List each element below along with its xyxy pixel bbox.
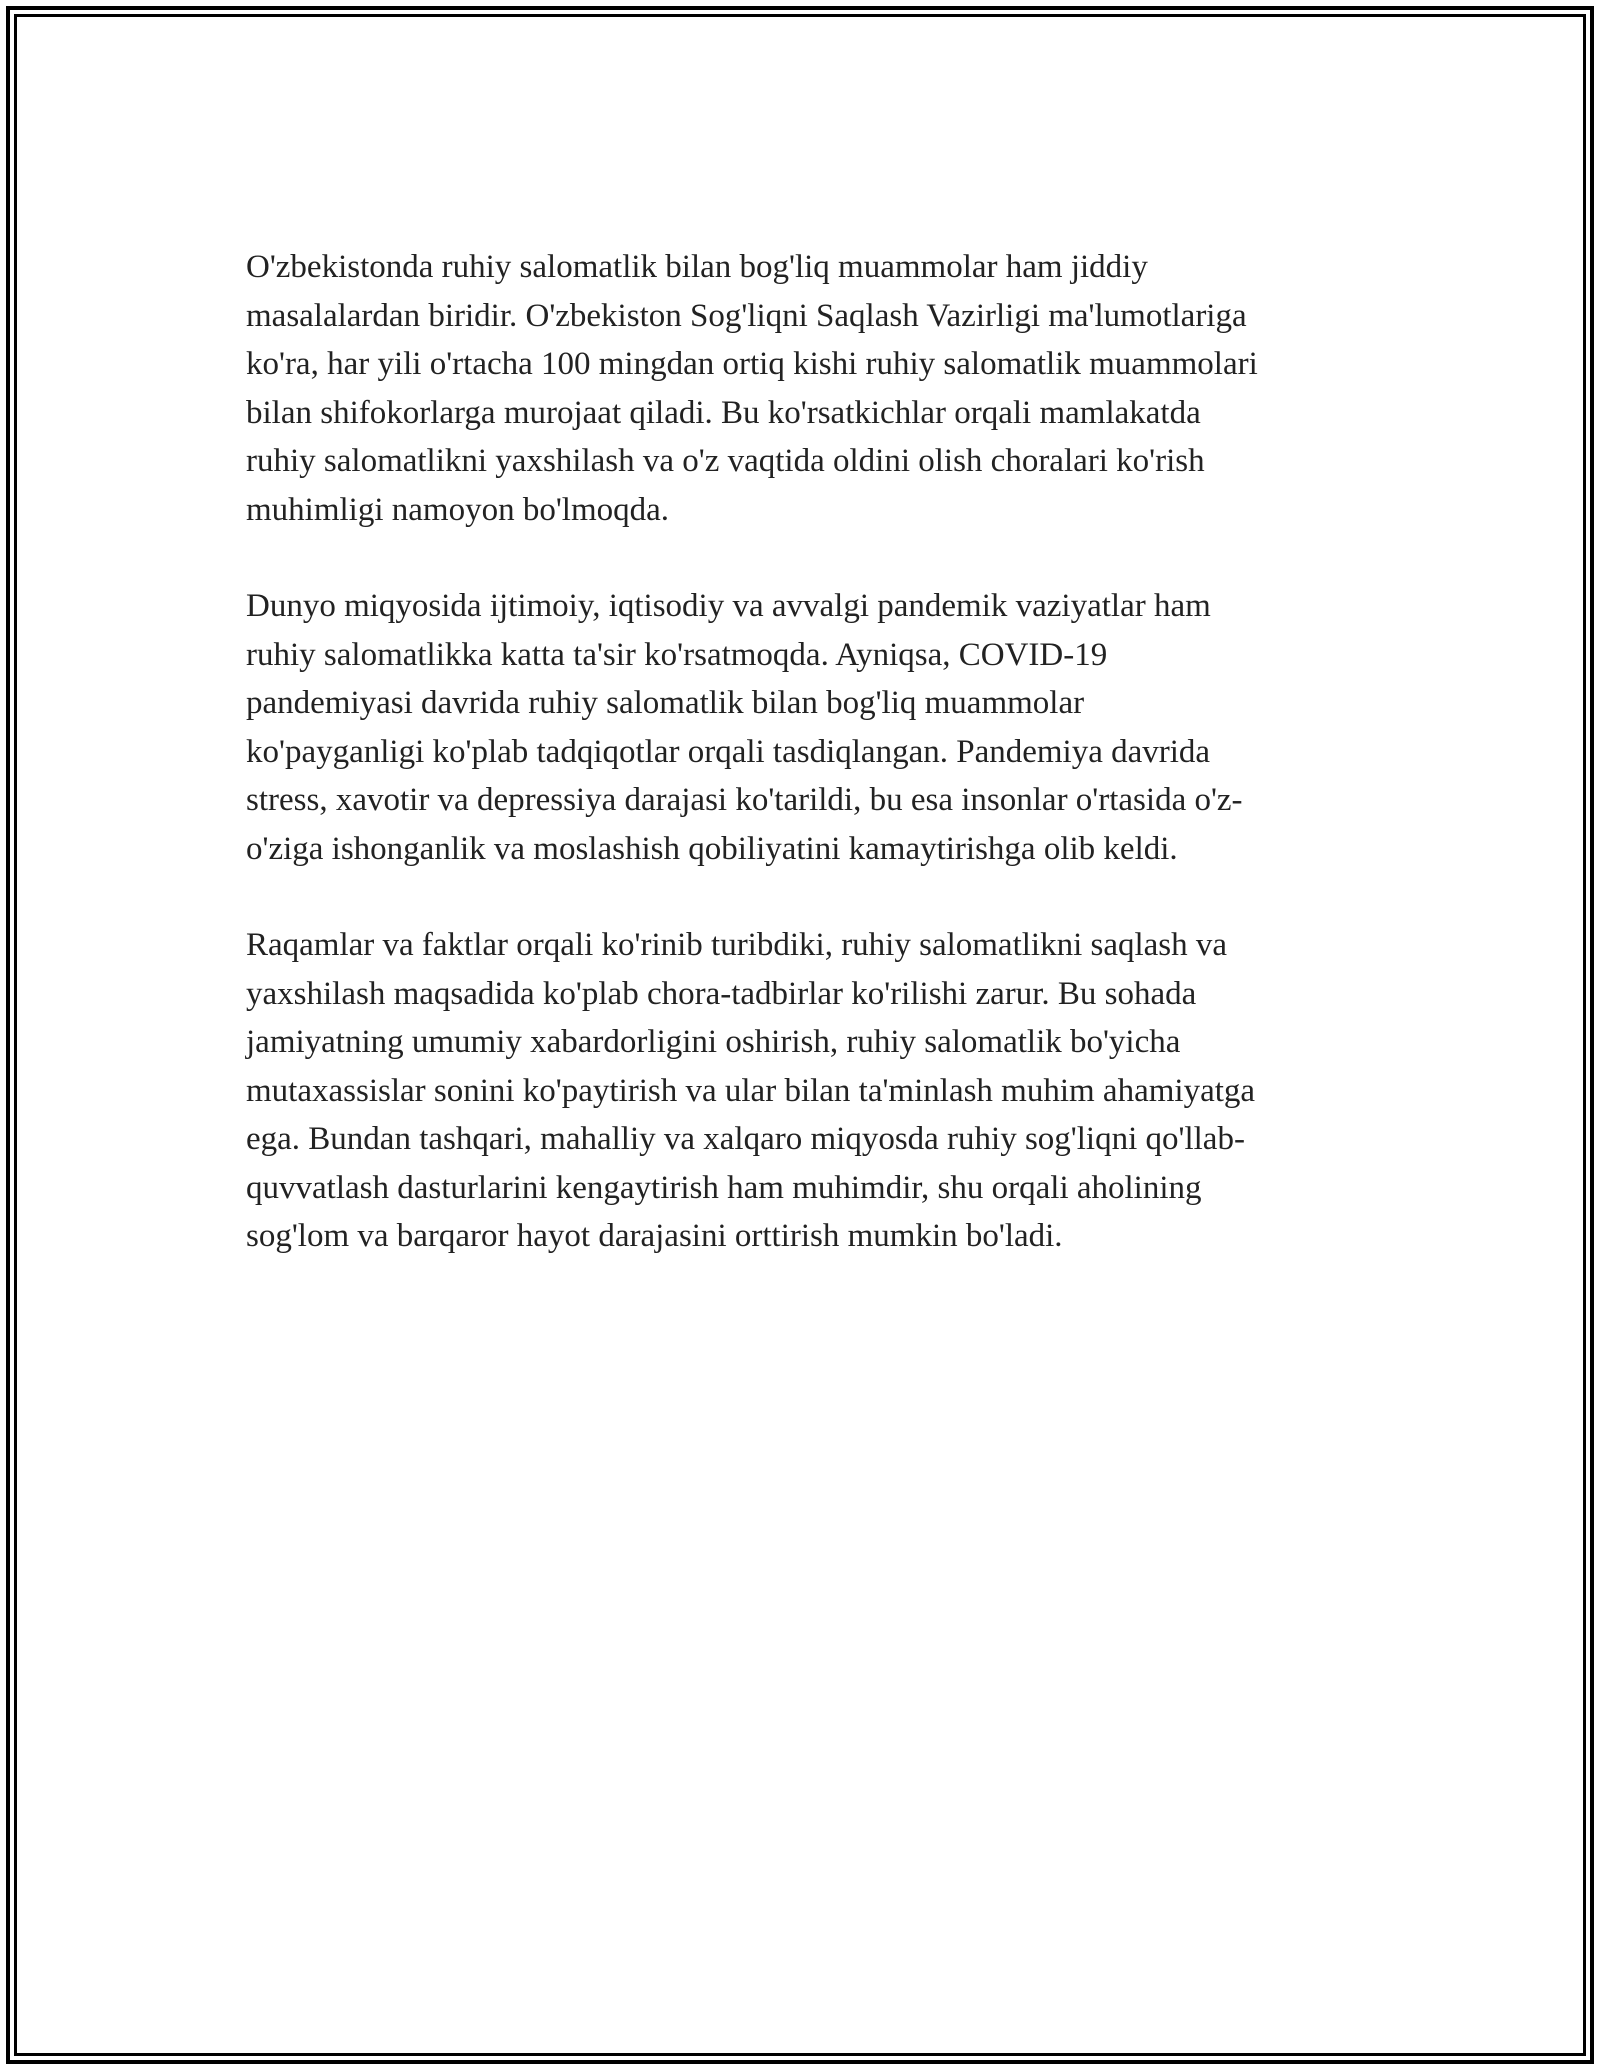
text-line: ko'ra, har yili o'rtacha 100 mingdan ortiq kishi ruhiy salomatlik muammolari [246,346,1258,382]
text-line: bilan shifokorlarga murojaat qiladi. Bu ko'rsatkichlar orqali mamlakatda [246,394,1201,431]
paragraph-2 [246,582,1376,873]
text-line: ko'payganligi ko'plab tadqiqotlar orqali tasdiqlangan. Pandemiya davrida [246,733,1211,770]
text-line: o'ziga ishonganlik va moslashish qobiliyatini kamaytirishga olib keldi. [246,830,1178,867]
text-line: ruhiy salomatlikni yaxshilash va o'z vaqtida oldini olish choralari ko'rish [246,443,1205,479]
paragraph-3 [246,921,1376,1261]
text-line: jamiyatning umumiy xabardorligini oshirish, ruhiy salomatlik bo'yicha [246,1024,1181,1060]
text-line: Dunyo miqyosida ijtimoiy, iqtisodiy va avvalgi pandemik vaziyatlar ham [246,588,1211,624]
text-line: muhimligi namoyon bo'lmoqda. [246,491,670,528]
text-line: ruhiy salomatlikka katta ta'sir ko'rsatmoqda. Ayniqsa, COVID-19 [246,636,1108,673]
paragraph-1 [246,243,1376,534]
text-line: Raqamlar va faktlar orqali ko'rinib turibdiki, ruhiy salomatlikni saqlash va [246,927,1228,963]
text-line: stress, xavotir va depressiya darajasi ko'tarildi, bu esa insonlar o'rtasida o'z- [246,782,1243,818]
text-line: pandemiyasi davrida ruhiy salomatlik bilan bog'liq muammolar [246,685,1085,721]
text-line: masalalardan biridir. O'zbekiston Sog'liqni Saqlash Vazirligi ma'lumotlariga [246,297,1247,334]
text-line: yaxshilash maqsadida ko'plab chora-tadbirlar ko'rilishi zarur. Bu sohada [246,975,1197,1012]
text-line: sog'lom va barqaror hayot darajasini orttirish mumkin bo'ladi. [246,1218,1063,1254]
page-border [6,6,1594,2064]
document-body [246,243,1376,1309]
text-line: mutaxassislar sonini ko'paytirish va ular bilan ta'minlash muhim ahamiyatga [246,1072,1256,1109]
text-line: O'zbekistonda ruhiy salomatlik bilan bog'liq muammolar ham jiddiy [246,249,1148,285]
text-line: ega. Bundan tashqari, mahalliy va xalqaro miqyosda ruhiy sog'liqni qo'llab- [246,1121,1245,1157]
text-line: quvvatlash dasturlarini kengaytirish ham muhimdir, shu orqali aholining [246,1169,1202,1206]
